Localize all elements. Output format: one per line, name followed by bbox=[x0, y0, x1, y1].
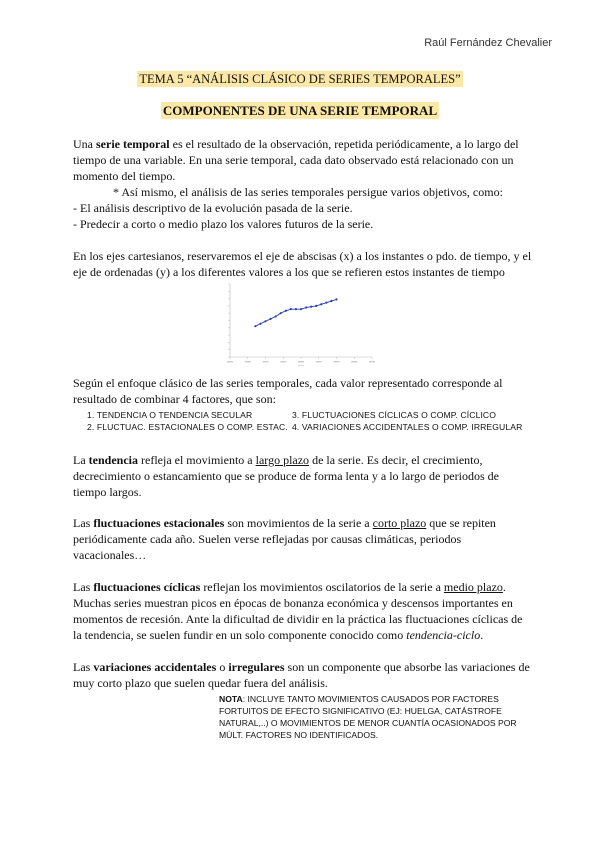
enfoque-paragraph: Según el enfoque clásico de las series temporales, cada valor representado corresponde al resultado de combinar 4 factores, que son: bbox=[73, 376, 503, 406]
data-point bbox=[295, 308, 297, 310]
data-point bbox=[275, 315, 277, 317]
data-point bbox=[259, 323, 261, 325]
x-tick-label bbox=[369, 361, 375, 362]
data-point bbox=[300, 308, 302, 310]
objective-item: - Predecir a corto o medio plazo los valores futuros de la serie. bbox=[73, 217, 374, 231]
note-label: NOTA bbox=[219, 694, 243, 704]
note-text: : INCLUYE TANTO MOVIMIENTOS CAUSADOS POR FACTORES FORTUITOS DE EFECTO SIGNIFICATIVO (EJ: HUELGA, CATÁSTROFE NATURAL,..) O MOVIMIENTOS DE MENOR CUANTÍA OCASIONADOS POR MÚLT. FACTORES NO IDENTIFICADOS. bbox=[219, 694, 517, 740]
main-title: TEMA 5 “ANÁLISIS CLÁSICO DE SERIES TEMPORALES” bbox=[139, 72, 461, 86]
x-axis-label bbox=[298, 365, 304, 366]
accidentales-paragraph: Las variaciones accidentales o irregulares son un componente que absorbe las variaciones de muy corto plazo que suelen quedar fuera del análisis. bbox=[73, 660, 530, 690]
intro-paragraph: Una serie temporal es el resultado de la observación, repetida periódicamente, a lo largo del tiempo de una variable. En una serie temporal, cada dato observado está relacionado con un momento del tiempo. bbox=[73, 137, 519, 183]
data-point bbox=[320, 303, 322, 305]
x-tick-label bbox=[245, 361, 251, 362]
section-title: COMPONENTES DE UNA SERIE TEMPORAL bbox=[162, 103, 438, 118]
data-point bbox=[290, 308, 292, 310]
intro-section bbox=[73, 136, 533, 232]
factor-item: 3. FLUCTUACIONES CÍCLICAS O COMP. CÍCLICO bbox=[292, 410, 497, 420]
x-tick-label bbox=[334, 361, 340, 362]
author-name: Raúl Fernández Chevalier bbox=[424, 37, 552, 49]
data-point bbox=[280, 312, 282, 314]
estacionales-paragraph: Las fluctuaciones estacionales son movimientos de la serie a corto plazo que se repiten periódicamente cada año. Suelen verse reflejadas por causas climáticas, periodos vacacionales… bbox=[73, 516, 496, 562]
data-point bbox=[335, 298, 337, 300]
objective-item: - El análisis descriptivo de la evolución pasada de la serie. bbox=[73, 201, 353, 215]
data-point bbox=[305, 306, 307, 308]
x-tick-label bbox=[298, 361, 304, 362]
tendencia-paragraph: La tendencia refleja el movimiento a largo plazo de la serie. Es decir, el crecimiento, decrecimiento o estancamiento que se produce de forma lenta y a lo largo de periodos de tiempo largos. bbox=[73, 453, 499, 499]
x-tick-label bbox=[227, 361, 233, 362]
factor-item: 1. TENDENCIA O TENDENCIA SECULAR bbox=[87, 410, 253, 420]
note-box bbox=[219, 693, 539, 741]
ciclicas-paragraph: Las fluctuaciones cíclicas reflejan los movimientos oscilatorios de la serie a medio plazo. Muchas series muestran picos en épocas de bonanza económica y descensos importantes en momentos de recesión. Ante la dificultad de dividir en la práctica las fluctuaciones cíclicas de la tendencia, se suelen fundir en un solo componente conocido como tendencia-ciclo. bbox=[73, 580, 523, 642]
data-point bbox=[285, 310, 287, 312]
factors-list bbox=[73, 409, 533, 433]
data-point bbox=[330, 300, 332, 302]
x-tick-label bbox=[263, 361, 269, 362]
data-point bbox=[325, 302, 327, 304]
data-point bbox=[254, 325, 256, 327]
factor-item: 2. FLUCTUAC. ESTACIONALES O COMP. ESTAC. bbox=[87, 422, 288, 432]
data-point bbox=[264, 320, 266, 322]
axes-paragraph: En los ejes cartesianos, reservaremos el eje de abscisas (x) a los instantes o pdo. de tiempo, y el eje de ordenadas (y) a los diferentes valores a los que se refieren estos instantes de tiempo bbox=[73, 249, 532, 279]
x-tick-label bbox=[351, 361, 357, 362]
enfoque-section bbox=[73, 375, 533, 433]
data-point bbox=[269, 318, 271, 320]
x-tick-label bbox=[316, 361, 322, 362]
data-point bbox=[310, 306, 312, 308]
factor-item: 4. VARIACIONES ACCIDENTALES O COMP. IRREGULAR bbox=[292, 422, 523, 432]
x-tick-label bbox=[280, 361, 286, 362]
objectives-paragraph: * Así mismo, el análisis de las series temporales persigue varios objetivos, como: bbox=[113, 185, 503, 199]
series-line bbox=[255, 299, 336, 326]
data-point bbox=[315, 305, 317, 307]
time-series-line-chart bbox=[224, 281, 376, 368]
